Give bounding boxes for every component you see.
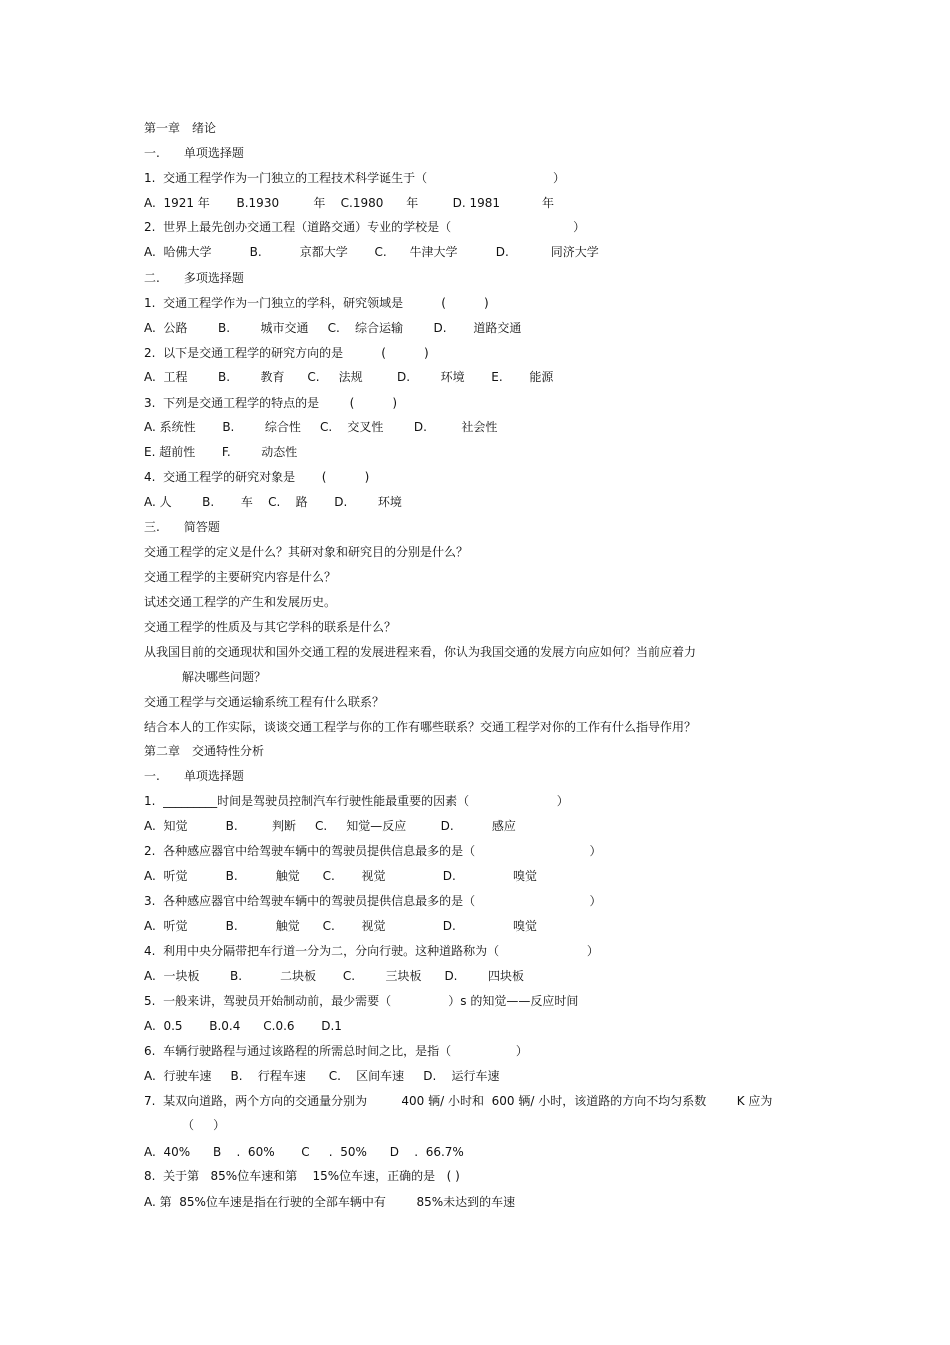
answer-options: A. 40% B . 60% C . 50% D . 66.7% bbox=[144, 1145, 464, 1159]
answer-options: A. 公路 B. 城市交通 C. 综合运输 D. 道路交通 bbox=[144, 321, 522, 335]
short-answer-question: 交通工程学的主要研究内容是什么？ bbox=[144, 570, 337, 584]
chapter-1-title: 第一章 绪论 bbox=[144, 121, 217, 135]
section-heading: 三. 简答题 bbox=[144, 520, 220, 534]
answer-options: A. 行驶车速 B. 行程车速 C. 区间车速 D. 运行车速 bbox=[144, 1069, 500, 1083]
question-text: 2. 以下是交通工程学的研究方向的是 ( ) bbox=[144, 346, 429, 360]
answer-options: A. 知觉 B. 判断 C. 知觉—反应 D. 感应 bbox=[144, 819, 516, 833]
short-answer-question: 交通工程学的定义是什么？其研对象和研究目的分别是什么？ bbox=[144, 545, 469, 559]
short-answer-question: 结合本人的工作实际，谈谈交通工程学与你的工作有哪些联系？交通工程学对你的工作有什么指导作用？ bbox=[144, 720, 697, 734]
question-continuation: （ ） bbox=[182, 1118, 226, 1132]
question-text: 1. 交通工程学作为一门独立的学科，研究领域是 ( ) bbox=[144, 296, 489, 310]
short-answer-question: 试述交通工程学的产生和发展历史。 bbox=[144, 595, 337, 609]
section-heading: 二. 多项选择题 bbox=[144, 271, 244, 285]
section-heading: 一. 单项选择题 bbox=[144, 146, 244, 160]
short-answer-continuation: 解决哪些问题？ bbox=[182, 670, 267, 684]
question-text: 2. 各种感应器官中给驾驶车辆中的驾驶员提供信息最多的是（ ） bbox=[144, 844, 602, 858]
answer-options: A. 工程 B. 教育 C. 法规 D. 环境 E. 能源 bbox=[144, 370, 554, 384]
short-answer-question: 交通工程学的性质及与其它学科的联系是什么？ bbox=[144, 620, 397, 634]
question-text: 3. 各种感应器官中给驾驶车辆中的驾驶员提供信息最多的是（ ） bbox=[144, 894, 602, 908]
question-text: 4. 利用中央分隔带把车行道一分为二，分向行驶。这种道路称为（ ） bbox=[144, 944, 599, 958]
answer-options: A. 1921 年 B.1930 年 C.1980 年 D. 1981 年 bbox=[144, 196, 554, 210]
question-text: 6. 车辆行驶路程与通过该路程的所需总时间之比，是指（ ） bbox=[144, 1044, 528, 1058]
question-text: 2. 世界上最先创办交通工程（道路交通）专业的学校是（ ） bbox=[144, 220, 586, 234]
question-text: 1. _________时间是驾驶员控制汽车行驶性能最重要的因素（ ） bbox=[144, 794, 569, 808]
short-answer-question: 从我国目前的交通现状和国外交通工程的发展进程来看，你认为我国交通的发展方向应如何？当前应着力 bbox=[144, 645, 697, 659]
answer-options: A. 听觉 B. 触觉 C. 视觉 D. 嗅觉 bbox=[144, 919, 538, 933]
short-answer-question: 交通工程学与交通运输系统工程有什么联系？ bbox=[144, 695, 385, 709]
answer-options: A. 听觉 B. 触觉 C. 视觉 D. 嗅觉 bbox=[144, 869, 538, 883]
question-text: 5. 一般来讲，驾驶员开始制动前，最少需要（ ）s 的知觉——反应时间 bbox=[144, 994, 579, 1008]
answer-options: A. 一块板 B. 二块板 C. 三块板 D. 四块板 bbox=[144, 969, 525, 983]
question-text: 1. 交通工程学作为一门独立的工程技术科学诞生于（ ） bbox=[144, 171, 565, 185]
answer-options: A. 哈佛大学 B. 京都大学 C. 牛津大学 D. 同济大学 bbox=[144, 245, 599, 259]
answer-options: A. 0.5 B.0.4 C.0.6 D.1 bbox=[144, 1019, 342, 1033]
chapter-2-title: 第二章 交通特性分析 bbox=[144, 744, 265, 758]
question-text: 4. 交通工程学的研究对象是 ( ) bbox=[144, 470, 370, 484]
answer-options: A. 人 B. 车 C. 路 D. 环境 bbox=[144, 495, 402, 509]
question-text: 8. 关于第 85%位车速和第 15%位车速，正确的是 ( ) bbox=[144, 1169, 460, 1183]
answer-options: A. 第 85%位车速是指在行驶的全部车辆中有 85%未达到的车速 bbox=[144, 1195, 516, 1209]
question-text: 3. 下列是交通工程学的特点的是 ( ) bbox=[144, 396, 398, 410]
answer-options: A. 系统性 B. 综合性 C. 交叉性 D. 社会性 bbox=[144, 420, 498, 434]
question-text: 7. 某双向道路，两个方向的交通量分别为 400 辆/ 小时和 600 辆/ 小时，该道路的方向不均匀系数 K 应为 bbox=[144, 1094, 773, 1108]
section-heading: 一. 单项选择题 bbox=[144, 769, 244, 783]
answer-options: E. 超前性 F. 动态性 bbox=[144, 445, 298, 459]
